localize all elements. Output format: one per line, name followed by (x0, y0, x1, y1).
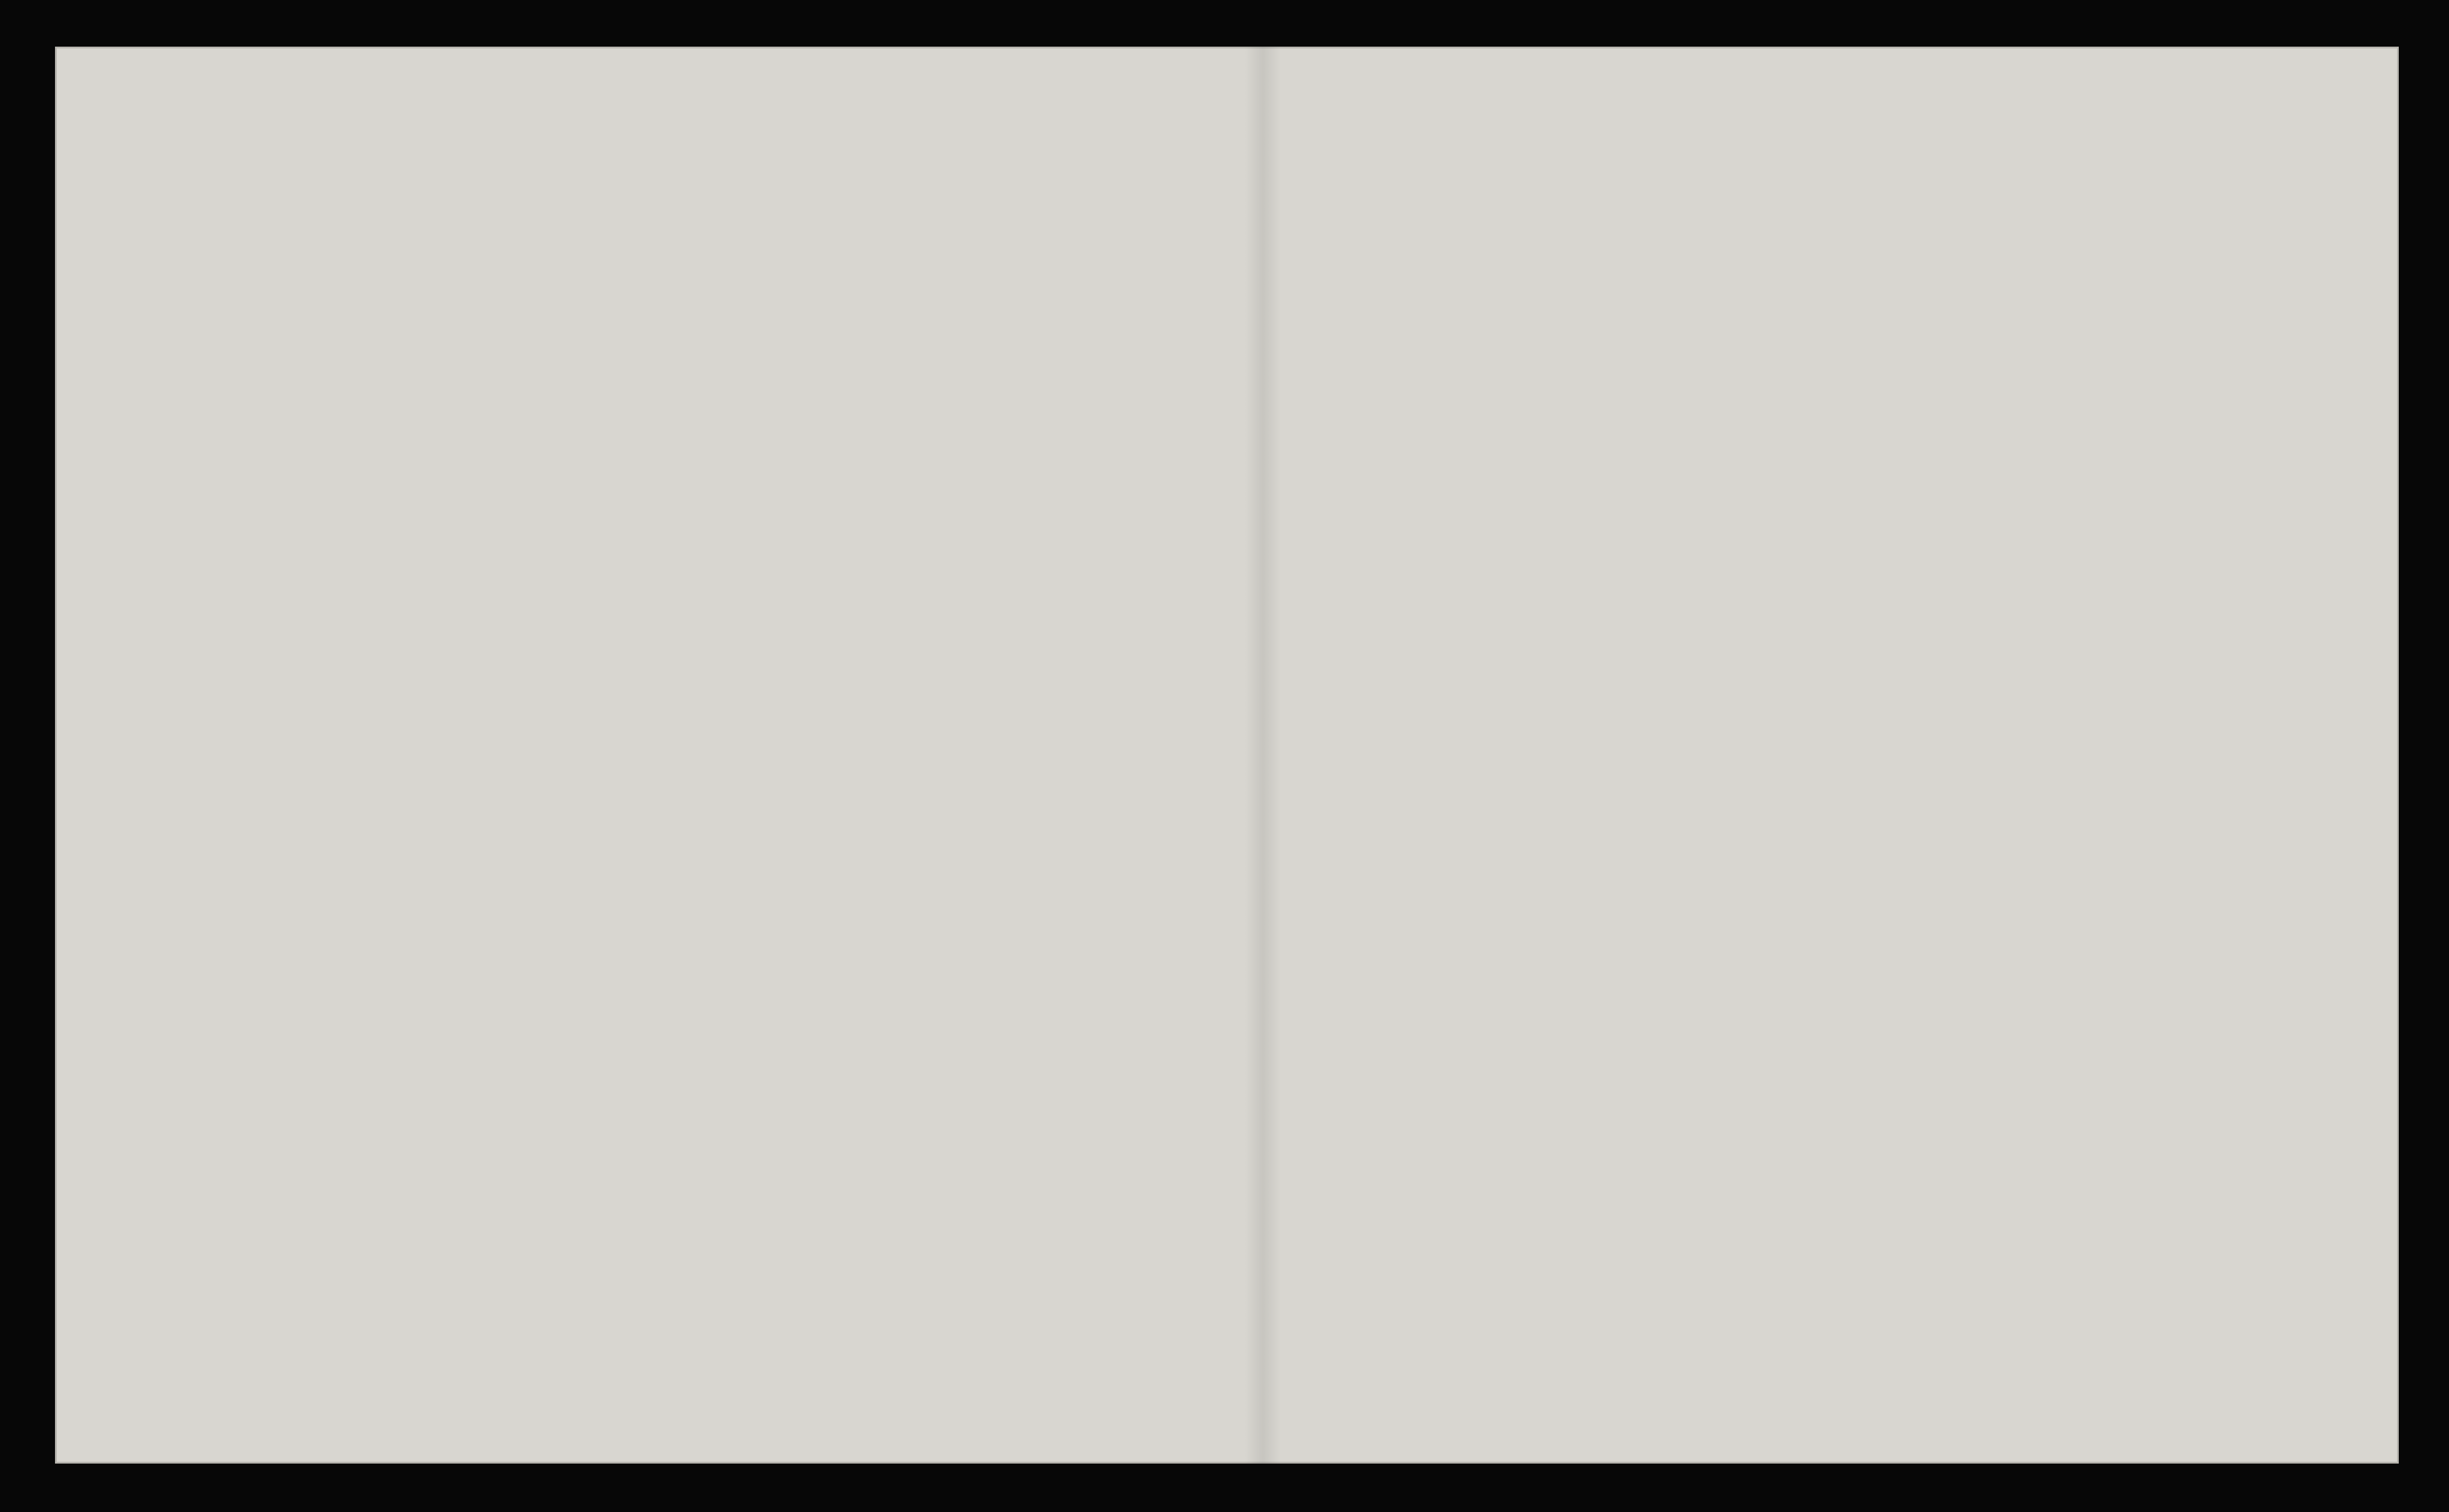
page-fold (1245, 47, 1281, 1464)
census-form-page (55, 47, 2399, 1464)
header-men (541, 281, 558, 347)
header-person-no (170, 227, 190, 383)
header-unemployed (1581, 222, 1608, 375)
header-women (567, 281, 584, 347)
header-household-no (146, 227, 166, 383)
